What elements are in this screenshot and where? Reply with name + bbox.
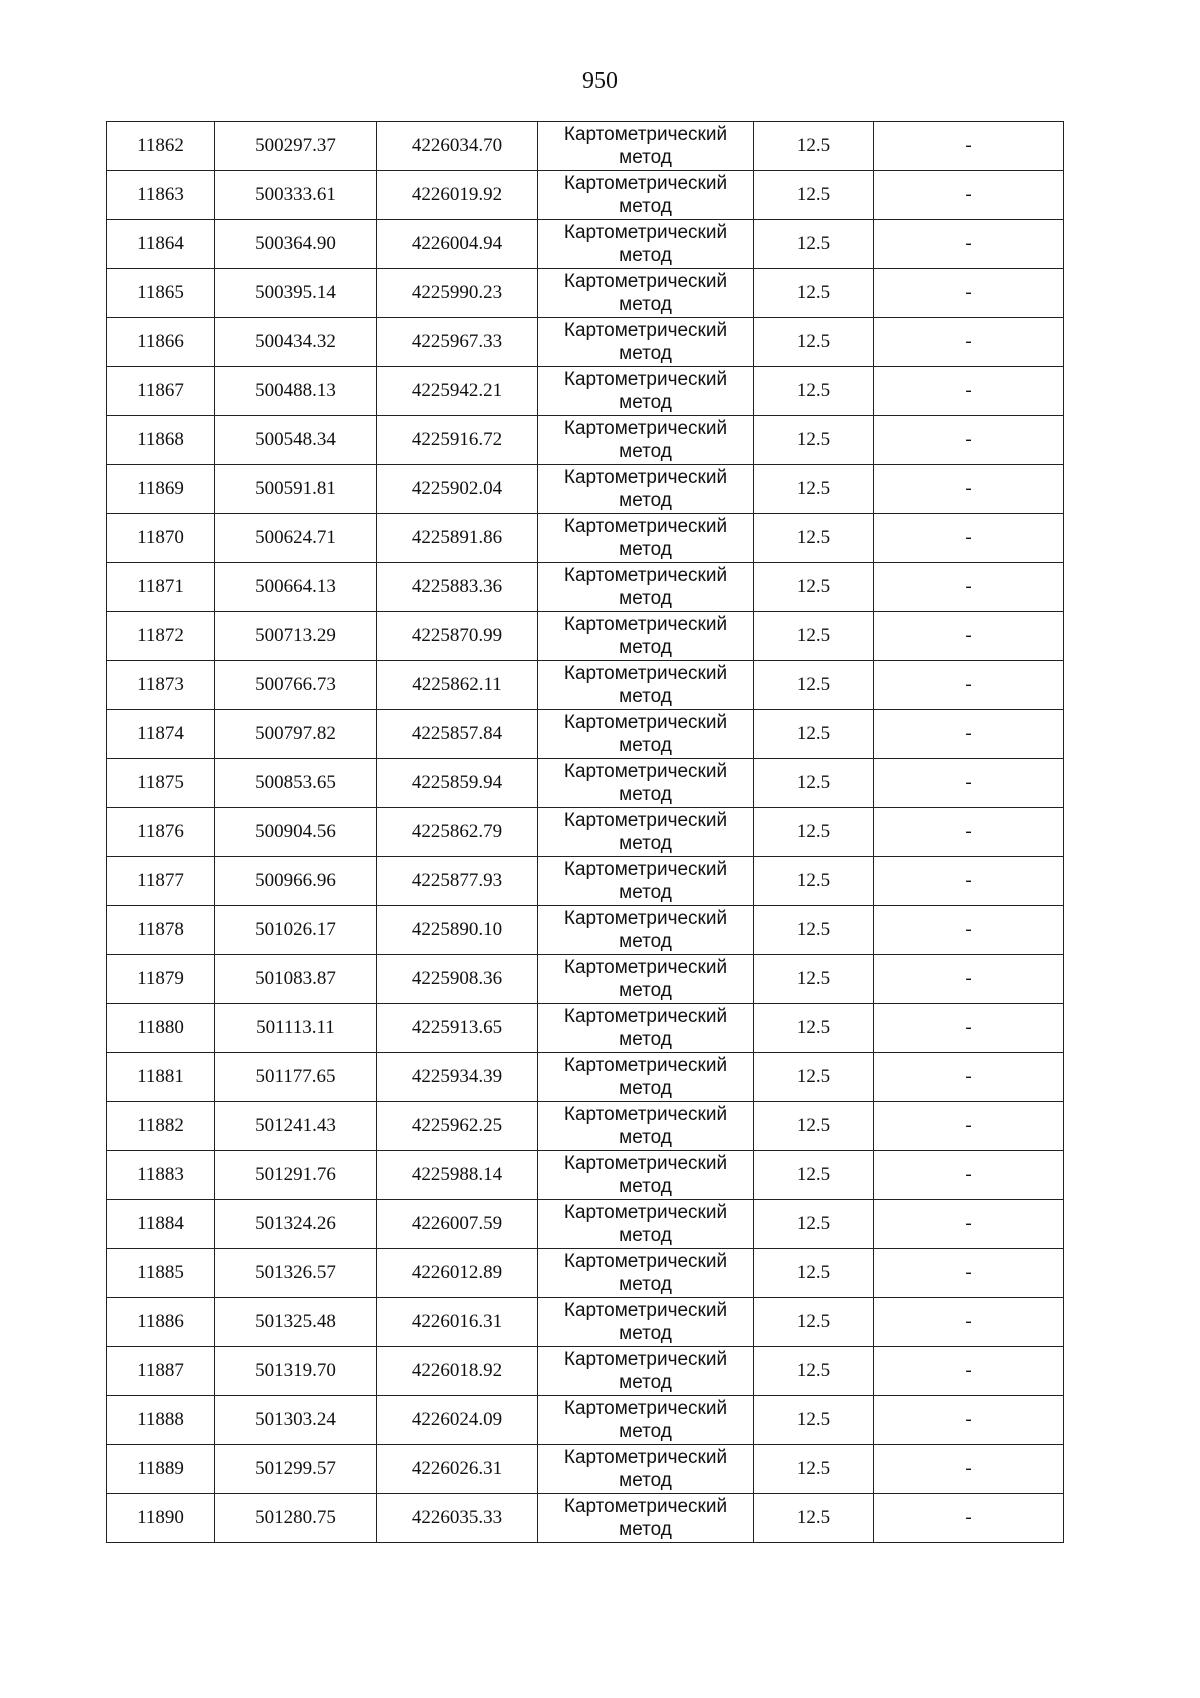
method-line2: метод — [619, 294, 672, 315]
method-line2: метод — [619, 1421, 672, 1442]
point-id-cell: 11871 — [107, 563, 215, 612]
point-id-cell: 11872 — [107, 612, 215, 661]
method-line2: метод — [619, 1323, 672, 1344]
point-id-cell: 11889 — [107, 1445, 215, 1494]
point-id-cell: 11880 — [107, 1004, 215, 1053]
table-row — [107, 1151, 1064, 1200]
method-line1: Картометрический — [563, 173, 728, 194]
note-cell: - — [874, 514, 1064, 563]
method-cell — [538, 906, 754, 955]
method-line2: метод — [619, 1225, 672, 1246]
accuracy-cell: 12.5 — [754, 1445, 874, 1494]
x-coordinate-cell: 501319.70 — [215, 1347, 377, 1396]
method-line1: Картометрический — [563, 369, 728, 390]
note-cell: - — [874, 465, 1064, 514]
method-cell — [538, 416, 754, 465]
method-line1: Картометрический — [563, 565, 728, 586]
method-cell — [538, 1102, 754, 1151]
accuracy-cell: 12.5 — [754, 1298, 874, 1347]
method-line1: Картометрический — [563, 614, 728, 635]
x-coordinate-cell: 501291.76 — [215, 1151, 377, 1200]
method-line2: метод — [619, 1078, 672, 1099]
method-line2: метод — [619, 392, 672, 413]
method-line2: метод — [619, 1176, 672, 1197]
coordinates-table — [106, 121, 1064, 1543]
method-line2: метод — [619, 686, 672, 707]
table-row — [107, 1396, 1064, 1445]
method-line1: Картометрический — [563, 418, 728, 439]
table-row — [107, 1445, 1064, 1494]
y-coordinate-cell: 4225942.21 — [377, 367, 538, 416]
x-coordinate-cell: 501026.17 — [215, 906, 377, 955]
point-id-cell: 11868 — [107, 416, 215, 465]
note-cell: - — [874, 1347, 1064, 1396]
method-cell — [538, 612, 754, 661]
method-line2: метод — [619, 1470, 672, 1491]
point-id-cell: 11877 — [107, 857, 215, 906]
accuracy-cell: 12.5 — [754, 710, 874, 759]
method-line2: метод — [619, 980, 672, 1001]
accuracy-cell: 12.5 — [754, 661, 874, 710]
accuracy-cell: 12.5 — [754, 465, 874, 514]
y-coordinate-cell: 4226024.09 — [377, 1396, 538, 1445]
y-coordinate-cell: 4225883.36 — [377, 563, 538, 612]
method-line2: метод — [619, 931, 672, 952]
method-cell — [538, 1298, 754, 1347]
y-coordinate-cell: 4226018.92 — [377, 1347, 538, 1396]
method-line1: Картометрический — [563, 1300, 728, 1321]
method-line1: Картометрический — [563, 1447, 728, 1468]
method-cell — [538, 318, 754, 367]
note-cell: - — [874, 1298, 1064, 1347]
point-id-cell: 11883 — [107, 1151, 215, 1200]
method-line1: Картометрический — [563, 908, 728, 929]
y-coordinate-cell: 4226004.94 — [377, 220, 538, 269]
accuracy-cell: 12.5 — [754, 906, 874, 955]
method-cell — [538, 1151, 754, 1200]
method-line2: метод — [619, 588, 672, 609]
accuracy-cell: 12.5 — [754, 1396, 874, 1445]
note-cell: - — [874, 808, 1064, 857]
accuracy-cell: 12.5 — [754, 318, 874, 367]
method-line2: метод — [619, 1274, 672, 1295]
method-cell — [538, 1445, 754, 1494]
method-line2: метод — [619, 490, 672, 511]
point-id-cell: 11885 — [107, 1249, 215, 1298]
x-coordinate-cell: 501241.43 — [215, 1102, 377, 1151]
y-coordinate-cell: 4225934.39 — [377, 1053, 538, 1102]
point-id-cell: 11866 — [107, 318, 215, 367]
x-coordinate-cell: 500664.13 — [215, 563, 377, 612]
point-id-cell: 11874 — [107, 710, 215, 759]
note-cell: - — [874, 955, 1064, 1004]
method-line1: Картометрический — [563, 320, 728, 341]
accuracy-cell: 12.5 — [754, 1004, 874, 1053]
method-line1: Картометрический — [563, 124, 728, 145]
x-coordinate-cell: 501324.26 — [215, 1200, 377, 1249]
note-cell: - — [874, 318, 1064, 367]
method-line2: метод — [619, 1519, 672, 1540]
y-coordinate-cell: 4226012.89 — [377, 1249, 538, 1298]
accuracy-cell: 12.5 — [754, 1151, 874, 1200]
method-cell — [538, 1249, 754, 1298]
note-cell: - — [874, 1004, 1064, 1053]
y-coordinate-cell: 4226026.31 — [377, 1445, 538, 1494]
y-coordinate-cell: 4225891.86 — [377, 514, 538, 563]
method-line2: метод — [619, 784, 672, 805]
method-line2: метод — [619, 1372, 672, 1393]
note-cell: - — [874, 367, 1064, 416]
note-cell: - — [874, 1249, 1064, 1298]
point-id-cell: 11864 — [107, 220, 215, 269]
note-cell: - — [874, 1494, 1064, 1543]
method-line1: Картометрический — [563, 1104, 728, 1125]
accuracy-cell: 12.5 — [754, 612, 874, 661]
method-line2: метод — [619, 637, 672, 658]
accuracy-cell: 12.5 — [754, 1347, 874, 1396]
method-cell — [538, 220, 754, 269]
point-id-cell: 11888 — [107, 1396, 215, 1445]
method-line2: метод — [619, 147, 672, 168]
accuracy-cell: 12.5 — [754, 955, 874, 1004]
point-id-cell: 11884 — [107, 1200, 215, 1249]
table-row — [107, 220, 1064, 269]
method-line1: Картометрический — [563, 1496, 728, 1517]
table-row — [107, 1347, 1064, 1396]
method-cell — [538, 367, 754, 416]
method-line1: Картометрический — [563, 1349, 728, 1370]
x-coordinate-cell: 500364.90 — [215, 220, 377, 269]
table-row — [107, 710, 1064, 759]
x-coordinate-cell: 500766.73 — [215, 661, 377, 710]
x-coordinate-cell: 501280.75 — [215, 1494, 377, 1543]
x-coordinate-cell: 501303.24 — [215, 1396, 377, 1445]
point-id-cell: 11881 — [107, 1053, 215, 1102]
method-line1: Картометрический — [563, 467, 728, 488]
method-cell — [538, 122, 754, 171]
table-row — [107, 1494, 1064, 1543]
y-coordinate-cell: 4225862.79 — [377, 808, 538, 857]
table-row — [107, 808, 1064, 857]
y-coordinate-cell: 4225990.23 — [377, 269, 538, 318]
table-row — [107, 1102, 1064, 1151]
table-row — [107, 1004, 1064, 1053]
note-cell: - — [874, 1151, 1064, 1200]
note-cell: - — [874, 1053, 1064, 1102]
table-row — [107, 1053, 1064, 1102]
note-cell: - — [874, 220, 1064, 269]
table-row — [107, 955, 1064, 1004]
accuracy-cell: 12.5 — [754, 220, 874, 269]
x-coordinate-cell: 501325.48 — [215, 1298, 377, 1347]
x-coordinate-cell: 501177.65 — [215, 1053, 377, 1102]
note-cell: - — [874, 759, 1064, 808]
note-cell: - — [874, 906, 1064, 955]
y-coordinate-cell: 4225916.72 — [377, 416, 538, 465]
y-coordinate-cell: 4226035.33 — [377, 1494, 538, 1543]
method-line2: метод — [619, 343, 672, 364]
accuracy-cell: 12.5 — [754, 171, 874, 220]
method-cell — [538, 1004, 754, 1053]
x-coordinate-cell: 500966.96 — [215, 857, 377, 906]
note-cell: - — [874, 122, 1064, 171]
method-line2: метод — [619, 735, 672, 756]
method-cell — [538, 759, 754, 808]
method-line1: Картометрический — [563, 663, 728, 684]
x-coordinate-cell: 500548.34 — [215, 416, 377, 465]
note-cell: - — [874, 1396, 1064, 1445]
method-line1: Картометрический — [563, 712, 728, 733]
point-id-cell: 11882 — [107, 1102, 215, 1151]
table-row — [107, 171, 1064, 220]
method-line1: Картометрический — [563, 1006, 728, 1027]
x-coordinate-cell: 500488.13 — [215, 367, 377, 416]
method-line1: Картометрический — [563, 1055, 728, 1076]
point-id-cell: 11862 — [107, 122, 215, 171]
table-row — [107, 1298, 1064, 1347]
method-cell — [538, 269, 754, 318]
y-coordinate-cell: 4226019.92 — [377, 171, 538, 220]
method-line1: Картометрический — [563, 1202, 728, 1223]
note-cell: - — [874, 612, 1064, 661]
method-cell — [538, 1053, 754, 1102]
note-cell: - — [874, 661, 1064, 710]
note-cell: - — [874, 269, 1064, 318]
note-cell: - — [874, 1445, 1064, 1494]
method-cell — [538, 1200, 754, 1249]
accuracy-cell: 12.5 — [754, 759, 874, 808]
note-cell: - — [874, 416, 1064, 465]
y-coordinate-cell: 4225967.33 — [377, 318, 538, 367]
method-line1: Картометрический — [563, 1153, 728, 1174]
method-line2: метод — [619, 833, 672, 854]
y-coordinate-cell: 4225902.04 — [377, 465, 538, 514]
point-id-cell: 11865 — [107, 269, 215, 318]
method-cell — [538, 1396, 754, 1445]
y-coordinate-cell: 4226034.70 — [377, 122, 538, 171]
point-id-cell: 11879 — [107, 955, 215, 1004]
method-line1: Картометрический — [563, 222, 728, 243]
method-cell — [538, 857, 754, 906]
accuracy-cell: 12.5 — [754, 1053, 874, 1102]
x-coordinate-cell: 501299.57 — [215, 1445, 377, 1494]
method-line1: Картометрический — [563, 761, 728, 782]
note-cell: - — [874, 1102, 1064, 1151]
method-cell — [538, 465, 754, 514]
note-cell: - — [874, 710, 1064, 759]
table-row — [107, 1200, 1064, 1249]
point-id-cell: 11867 — [107, 367, 215, 416]
accuracy-cell: 12.5 — [754, 1200, 874, 1249]
point-id-cell: 11863 — [107, 171, 215, 220]
table-row — [107, 1249, 1064, 1298]
x-coordinate-cell: 500434.32 — [215, 318, 377, 367]
method-cell — [538, 710, 754, 759]
accuracy-cell: 12.5 — [754, 269, 874, 318]
method-line2: метод — [619, 1127, 672, 1148]
point-id-cell: 11887 — [107, 1347, 215, 1396]
table-body — [107, 122, 1064, 1543]
table-row — [107, 416, 1064, 465]
y-coordinate-cell: 4225877.93 — [377, 857, 538, 906]
point-id-cell: 11870 — [107, 514, 215, 563]
method-line2: метод — [619, 245, 672, 266]
x-coordinate-cell: 501083.87 — [215, 955, 377, 1004]
table-row — [107, 367, 1064, 416]
y-coordinate-cell: 4225862.11 — [377, 661, 538, 710]
x-coordinate-cell: 500624.71 — [215, 514, 377, 563]
table-row — [107, 122, 1064, 171]
y-coordinate-cell: 4226007.59 — [377, 1200, 538, 1249]
method-cell — [538, 1347, 754, 1396]
method-line2: метод — [619, 539, 672, 560]
table-row — [107, 465, 1064, 514]
x-coordinate-cell: 500591.81 — [215, 465, 377, 514]
table-row — [107, 661, 1064, 710]
accuracy-cell: 12.5 — [754, 1494, 874, 1543]
x-coordinate-cell: 501326.57 — [215, 1249, 377, 1298]
method-cell — [538, 1494, 754, 1543]
method-line2: метод — [619, 441, 672, 462]
accuracy-cell: 12.5 — [754, 1249, 874, 1298]
method-cell — [538, 171, 754, 220]
point-id-cell: 11873 — [107, 661, 215, 710]
x-coordinate-cell: 500853.65 — [215, 759, 377, 808]
y-coordinate-cell: 4225913.65 — [377, 1004, 538, 1053]
method-line2: метод — [619, 1029, 672, 1050]
table-row — [107, 514, 1064, 563]
note-cell: - — [874, 1200, 1064, 1249]
y-coordinate-cell: 4225859.94 — [377, 759, 538, 808]
table-row — [107, 563, 1064, 612]
table-row — [107, 906, 1064, 955]
method-line1: Картометрический — [563, 957, 728, 978]
point-id-cell: 11876 — [107, 808, 215, 857]
point-id-cell: 11886 — [107, 1298, 215, 1347]
point-id-cell: 11878 — [107, 906, 215, 955]
accuracy-cell: 12.5 — [754, 857, 874, 906]
table-row — [107, 612, 1064, 661]
method-line1: Картометрический — [563, 271, 728, 292]
x-coordinate-cell: 500904.56 — [215, 808, 377, 857]
accuracy-cell: 12.5 — [754, 1102, 874, 1151]
accuracy-cell: 12.5 — [754, 122, 874, 171]
table-row — [107, 759, 1064, 808]
table-row — [107, 269, 1064, 318]
accuracy-cell: 12.5 — [754, 367, 874, 416]
method-line2: метод — [619, 196, 672, 217]
method-line1: Картометрический — [563, 1398, 728, 1419]
y-coordinate-cell: 4225908.36 — [377, 955, 538, 1004]
page-number: 950 — [582, 68, 618, 94]
y-coordinate-cell: 4225988.14 — [377, 1151, 538, 1200]
y-coordinate-cell: 4225870.99 — [377, 612, 538, 661]
note-cell: - — [874, 857, 1064, 906]
x-coordinate-cell: 500797.82 — [215, 710, 377, 759]
y-coordinate-cell: 4226016.31 — [377, 1298, 538, 1347]
method-cell — [538, 514, 754, 563]
point-id-cell: 11890 — [107, 1494, 215, 1543]
table-row — [107, 318, 1064, 367]
note-cell: - — [874, 563, 1064, 612]
method-line1: Картометрический — [563, 516, 728, 537]
x-coordinate-cell: 500395.14 — [215, 269, 377, 318]
table-row — [107, 857, 1064, 906]
x-coordinate-cell: 500713.29 — [215, 612, 377, 661]
y-coordinate-cell: 4225890.10 — [377, 906, 538, 955]
point-id-cell: 11869 — [107, 465, 215, 514]
method-line1: Картометрический — [563, 1251, 728, 1272]
method-cell — [538, 661, 754, 710]
x-coordinate-cell: 501113.11 — [215, 1004, 377, 1053]
x-coordinate-cell: 500297.37 — [215, 122, 377, 171]
method-cell — [538, 808, 754, 857]
y-coordinate-cell: 4225962.25 — [377, 1102, 538, 1151]
point-id-cell: 11875 — [107, 759, 215, 808]
accuracy-cell: 12.5 — [754, 563, 874, 612]
accuracy-cell: 12.5 — [754, 416, 874, 465]
method-cell — [538, 563, 754, 612]
method-line1: Картометрический — [563, 810, 728, 831]
note-cell: - — [874, 171, 1064, 220]
accuracy-cell: 12.5 — [754, 514, 874, 563]
accuracy-cell: 12.5 — [754, 808, 874, 857]
method-cell — [538, 955, 754, 1004]
y-coordinate-cell: 4225857.84 — [377, 710, 538, 759]
method-line2: метод — [619, 882, 672, 903]
x-coordinate-cell: 500333.61 — [215, 171, 377, 220]
method-line1: Картометрический — [563, 859, 728, 880]
